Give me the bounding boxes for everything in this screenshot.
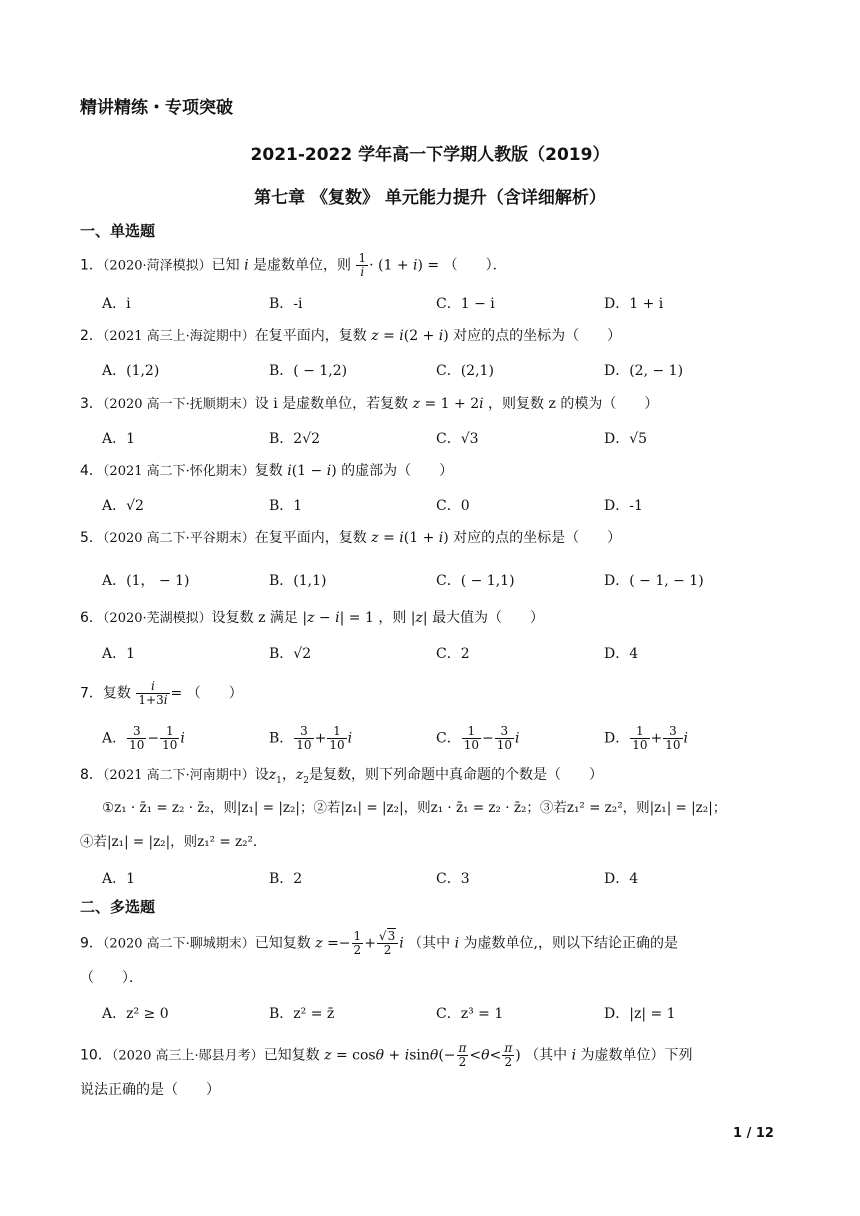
option-d[interactable]: D．|z| = 1 <box>604 1006 676 1022</box>
question-stem: 为虚数单位,，则以下结论正确的是 <box>463 935 678 952</box>
option-c[interactable]: C．2 <box>436 646 470 662</box>
option-d[interactable]: D． $\frac{1}{10}$ + $\frac{3}{10}$ i <box>604 724 689 752</box>
option-b[interactable]: B． $\frac{3}{10}$ + $\frac{1}{10}$ i <box>269 724 353 752</box>
question-source: （2020 高一下·抚顺期末） <box>102 397 255 412</box>
question-stem: 最大值为（ ） <box>432 610 545 626</box>
option-c[interactable]: C．3 <box>436 871 470 887</box>
question-1: 1．（2020·菏泽模拟）已知 i 是虚数单位，则 $\frac{1}{i}$ · (1 + i) = （ ）． <box>80 251 507 279</box>
option-d[interactable]: D．√5 <box>604 431 648 447</box>
question-stem: （ ） <box>186 685 243 702</box>
option-d[interactable]: D．1 + i <box>604 296 664 312</box>
option-c[interactable]: C．z³ = 1 <box>436 1006 504 1022</box>
option-d[interactable]: D．-1 <box>604 498 643 514</box>
document-subtitle: 第七章 《复数》 单元能力提升（含详细解析） <box>254 188 606 208</box>
option-b[interactable]: B．z² = z̄ <box>269 1006 335 1022</box>
question-7: 7．复数 $\frac{i}{1+3i}$ = （ ） <box>80 679 243 707</box>
question-number: 2． <box>80 328 103 344</box>
question-stem: 设 i 是虚数单位，若复数 <box>254 396 409 412</box>
question-10: 10．（2020 高三上·郧县月考）已知复数 z = cosθ + isinθ(− $\frac{\pi}{2}$ <θ< $\frac{\pi}{2}$ ) （其中 i 为虚数单位）下列 <box>80 1041 693 1069</box>
option-b[interactable]: B．1 <box>269 498 303 514</box>
question-stem: 设复数 z 满足 <box>211 610 298 626</box>
question-number: 9． <box>80 935 103 952</box>
option-b[interactable]: B．( − 1,2) <box>269 363 348 379</box>
page-number: 1 / 12 <box>733 1126 774 1141</box>
question-9: 9．（2020 高二下·聊城期末）已知复数 z =− $\frac{1}{2}$ + $\frac{√3}{2}$ i （其中 i 为虚数单位,，则以下结论正确的是 <box>80 929 678 957</box>
question-source: （2021 高三上·海淀期中） <box>102 329 255 344</box>
question-stem: 的虚部为（ ） <box>341 463 454 479</box>
option-d[interactable]: D．4 <box>604 646 639 662</box>
question-number: 5． <box>80 530 103 546</box>
question-number: 10． <box>80 1047 112 1064</box>
question-stem: 复数 <box>254 463 283 479</box>
question-number: 7． <box>80 685 103 702</box>
option-b[interactable]: B．2 <box>269 871 303 887</box>
section-heading-multi: 二、多选题 <box>80 898 156 916</box>
question-source: （2020 高三上·郧县月考） <box>111 1048 264 1064</box>
options-row-5 <box>80 570 780 592</box>
options-row-1 <box>80 293 780 315</box>
question-stem: （其中 <box>408 935 451 952</box>
option-b[interactable]: B．-i <box>269 296 303 312</box>
question-stem: 在复平面内，复数 <box>254 530 367 546</box>
options-row-9 <box>80 1003 780 1025</box>
question-4: 4．（2021 高二下·怀化期末）复数 i(1 − i) 的虚部为（ ） <box>80 463 454 479</box>
document-title: 2021-2022 学年高一下学期人教版（2019） <box>250 145 610 165</box>
option-a[interactable]: A．i <box>102 296 131 312</box>
question-stem: 在复平面内，复数 <box>254 328 367 344</box>
question-stem: 为虚数单位）下列 <box>580 1047 693 1064</box>
option-a[interactable]: A．(1,2) <box>102 363 160 379</box>
question-6: 6．（2020·芜湖模拟）设复数 z 满足 |z − i| = 1 ，则 |z| 最大值为（ ） <box>80 610 545 626</box>
question-8-items-line-2: ④若|z₁| = |z₂|，则z₁² = z₂². <box>80 834 258 850</box>
question-stem: 已知 <box>211 257 240 274</box>
question-2: 2．（2021 高三上·海淀期中）在复平面内，复数 z = i(2 + i) 对应的点的坐标为（ ） <box>80 328 622 344</box>
question-number: 6． <box>80 610 103 626</box>
question-source: （2020·芜湖模拟） <box>102 611 212 626</box>
option-a[interactable]: A．z² ≥ 0 <box>102 1006 169 1022</box>
question-stem: ，则复数 z 的模为（ ） <box>488 396 659 412</box>
option-a[interactable]: A．(1， − 1) <box>102 573 190 589</box>
question-number: 3． <box>80 396 103 412</box>
question-8-items-line-1: ①z₁ · z̄₁ = z₂ · z̄₂，则|z₁| = |z₂|；②若|z₁| = |z₂|，则z₁ · z̄₁ = z₂ · z̄₂；③若z₁² = z₂²，则|z₁| = |z₂|； <box>102 800 727 816</box>
option-a[interactable]: A．1 <box>102 646 136 662</box>
options-row-8 <box>80 868 780 890</box>
question-stem: ，则 <box>378 610 407 626</box>
option-c[interactable]: C．√3 <box>436 431 479 447</box>
option-b[interactable]: B．(1,1) <box>269 573 327 589</box>
option-b[interactable]: B．2√2 <box>269 431 321 447</box>
question-number: 8． <box>80 767 103 783</box>
question-stem: 对应的点的坐标是（ ） <box>453 530 622 546</box>
question-5: 5．（2020 高二下·平谷期末）在复平面内，复数 z = i(1 + i) 对应的点的坐标是（ ） <box>80 530 622 546</box>
question-stem: 设 <box>254 767 269 783</box>
question-stem: （其中 <box>525 1047 568 1064</box>
section-heading-single: 一、单选题 <box>80 222 156 240</box>
question-source: （2020·菏泽模拟） <box>102 258 212 274</box>
question-stem: 是复数，则下列命题中真命题的个数是（ ） <box>309 767 604 783</box>
question-stem: 对应的点的坐标为（ ） <box>453 328 622 344</box>
header-label: 精讲精练・专项突破 <box>80 98 233 118</box>
option-c[interactable]: C．( − 1,1) <box>436 573 515 589</box>
options-row-4 <box>80 495 780 517</box>
question-10-continued: 说法正确的是（ ） <box>80 1082 220 1098</box>
question-stem: 已知复数 <box>254 935 311 952</box>
question-number: 4． <box>80 463 103 479</box>
options-row-7 <box>80 725 780 753</box>
question-8: 8．（2021 高二下·河南期中）设$z_1$，$z_2$是复数，则下列命题中真命题的个数是（ ） <box>80 767 604 786</box>
option-d[interactable]: D．( − 1, − 1) <box>604 573 704 589</box>
option-c[interactable]: C． $\frac{1}{10}$ − $\frac{3}{10}$ i <box>436 724 520 752</box>
option-c[interactable]: C．1 − i <box>436 296 495 312</box>
option-d[interactable]: D．4 <box>604 871 639 887</box>
question-number: 1． <box>80 257 103 274</box>
question-stem: 复数 <box>102 685 131 702</box>
question-stem: 已知复数 <box>263 1047 320 1064</box>
option-a[interactable]: A．√2 <box>102 498 144 514</box>
option-a[interactable]: A． $\frac{3}{10}$ − $\frac{1}{10}$ i <box>102 724 185 752</box>
question-source: （2020 高二下·平谷期末） <box>102 531 255 546</box>
option-d[interactable]: D．(2, − 1) <box>604 363 684 379</box>
options-row-2 <box>80 360 780 382</box>
question-stem: ． <box>492 257 507 274</box>
option-c[interactable]: C．0 <box>436 498 470 514</box>
question-source: （2020 高二下·聊城期末） <box>102 936 255 952</box>
option-c[interactable]: C．(2,1) <box>436 363 494 379</box>
question-source: （2021 高二下·河南期中） <box>102 768 255 783</box>
options-row-6 <box>80 643 780 665</box>
question-source: （2021 高二下·怀化期末） <box>102 464 255 479</box>
question-stem: 是虚数单位，则 <box>253 257 352 274</box>
option-a[interactable]: A．1 <box>102 431 136 447</box>
question-9-continued: （ ）． <box>80 970 143 986</box>
option-b[interactable]: B．√2 <box>269 646 312 662</box>
question-3: 3．（2020 高一下·抚顺期末）设 i 是虚数单位，若复数 z = 1 + 2i ，则复数 z 的模为（ ） <box>80 396 659 412</box>
options-row-3 <box>80 428 780 450</box>
option-a[interactable]: A．1 <box>102 871 136 887</box>
